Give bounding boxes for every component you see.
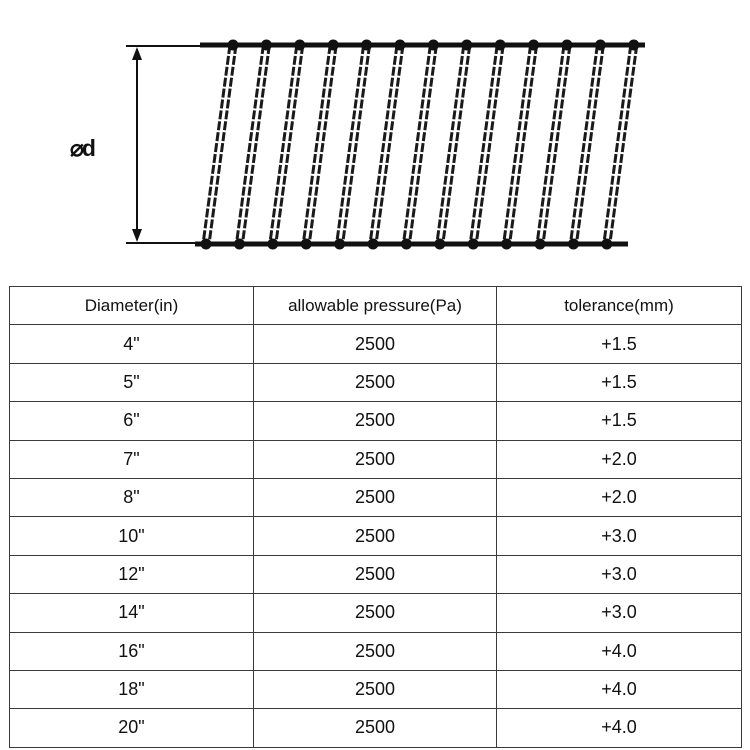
cell-tolerance: +4.0 <box>497 709 742 747</box>
table-row <box>10 709 742 747</box>
cell-pressure: 2500 <box>254 555 497 593</box>
table-row <box>10 517 742 555</box>
cell-pressure: 2500 <box>254 709 497 747</box>
cell-pressure: 2500 <box>254 478 497 516</box>
cell-diameter: 18" <box>10 670 254 708</box>
cell-diameter: 8" <box>10 478 254 516</box>
dimension-arrow <box>126 46 203 243</box>
cell-diameter: 14" <box>10 594 254 632</box>
cell-diameter: 16" <box>10 632 254 670</box>
header-diameter: Diameter(in) <box>10 287 254 325</box>
spec-table <box>9 286 742 748</box>
cell-tolerance: +4.0 <box>497 632 742 670</box>
header-allowable-pressure: allowable pressure(Pa) <box>254 287 497 325</box>
table-row <box>10 402 742 440</box>
table-row <box>10 478 742 516</box>
cell-pressure: 2500 <box>254 632 497 670</box>
cell-tolerance: +3.0 <box>497 555 742 593</box>
table-row <box>10 440 742 478</box>
spiral-wire-hose-icon <box>201 40 640 250</box>
cell-tolerance: +1.5 <box>497 363 742 401</box>
cell-diameter: 20" <box>10 709 254 747</box>
cell-diameter: 7" <box>10 440 254 478</box>
cell-pressure: 2500 <box>254 670 497 708</box>
cell-diameter: 6" <box>10 402 254 440</box>
header-tolerance: tolerance(mm) <box>497 287 742 325</box>
table-row <box>10 363 742 401</box>
diameter-label: ⌀d <box>70 135 94 161</box>
cell-pressure: 2500 <box>254 363 497 401</box>
table-row <box>10 594 742 632</box>
table-row <box>10 325 742 363</box>
table-row <box>10 555 742 593</box>
cell-diameter: 5" <box>10 363 254 401</box>
hose-diagram <box>0 0 750 270</box>
cell-tolerance: +1.5 <box>497 325 742 363</box>
cell-tolerance: +3.0 <box>497 517 742 555</box>
table-header-row <box>10 287 742 325</box>
cell-diameter: 12" <box>10 555 254 593</box>
cell-diameter: 4" <box>10 325 254 363</box>
cell-tolerance: +1.5 <box>497 402 742 440</box>
cell-pressure: 2500 <box>254 325 497 363</box>
cell-pressure: 2500 <box>254 517 497 555</box>
cell-tolerance: +3.0 <box>497 594 742 632</box>
cell-pressure: 2500 <box>254 594 497 632</box>
cell-tolerance: +2.0 <box>497 478 742 516</box>
cell-diameter: 10" <box>10 517 254 555</box>
cell-pressure: 2500 <box>254 440 497 478</box>
cell-pressure: 2500 <box>254 402 497 440</box>
table-row <box>10 670 742 708</box>
cell-tolerance: +2.0 <box>497 440 742 478</box>
hose-rails <box>195 45 645 244</box>
cell-tolerance: +4.0 <box>497 670 742 708</box>
table-row <box>10 632 742 670</box>
